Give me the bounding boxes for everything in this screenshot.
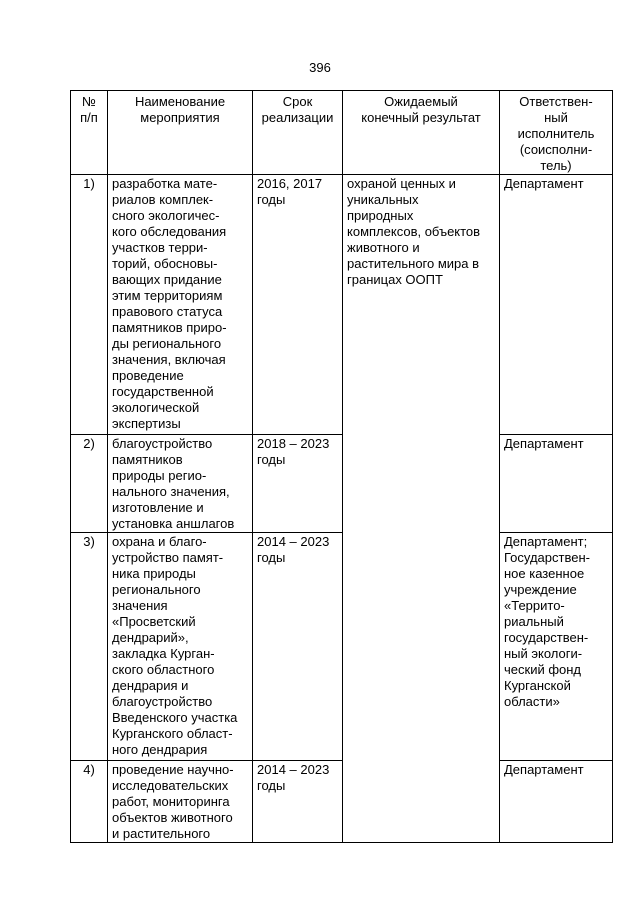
header-executor: Ответствен- ный исполнитель (соисполни- тель) xyxy=(500,91,613,175)
table-row xyxy=(71,435,613,533)
row-executor: Департамент xyxy=(500,175,613,435)
header-result: Ожидаемый конечный результат xyxy=(343,91,500,175)
page-number: 396 xyxy=(309,60,331,75)
row-term: 2016, 2017 годы xyxy=(253,175,343,435)
header-num: № п/п xyxy=(71,91,108,175)
row-num: 4) xyxy=(71,761,108,843)
table-header-row xyxy=(71,91,613,175)
row-name: проведение научно- исследовательских работ, мониторинга объектов животного и растительного xyxy=(108,761,253,843)
measures-table xyxy=(70,90,613,843)
header-term: Срок реализации xyxy=(253,91,343,175)
row-result: охраной ценных и уникальных природных комплексов, объектов животного и растительного мира в границах ООПТ xyxy=(343,175,500,435)
table-row xyxy=(71,533,613,761)
row-num: 1) xyxy=(71,175,108,435)
row-term: 2014 – 2023 годы xyxy=(253,533,343,761)
row-executor: Департамент; Государствен- ное казенное учреждение «Террито- риальный государствен- ный экологи- ческий фонд Курганской области» xyxy=(500,533,613,761)
row-result xyxy=(343,533,500,761)
row-num: 3) xyxy=(71,533,108,761)
row-result xyxy=(343,761,500,843)
table-row xyxy=(71,761,613,843)
row-executor: Департамент xyxy=(500,761,613,843)
row-result xyxy=(343,435,500,533)
row-term: 2014 – 2023 годы xyxy=(253,761,343,843)
row-num: 2) xyxy=(71,435,108,533)
row-name: разработка мате- риалов комплек- сного экологичес- кого обследования участков терри- торий, обосновы- вающих придание этим территориям правового статуса памятников приро- ды регионального значения, включая проведение государственной экологической экспертизы xyxy=(108,175,253,435)
table-row xyxy=(71,175,613,435)
header-name: Наименование мероприятия xyxy=(108,91,253,175)
row-name: охрана и благо- устройство памят- ника природы регионального значения «Просветский дендрарий», закладка Курган- ского областного дендрария и благоустройство Введенского участка Курганского област- ного дендрария xyxy=(108,533,253,761)
row-executor: Департамент xyxy=(500,435,613,533)
row-term: 2018 – 2023 годы xyxy=(253,435,343,533)
row-name: благоустройство памятников природы регио- нального значения, изготовление и установка аншлагов xyxy=(108,435,253,533)
